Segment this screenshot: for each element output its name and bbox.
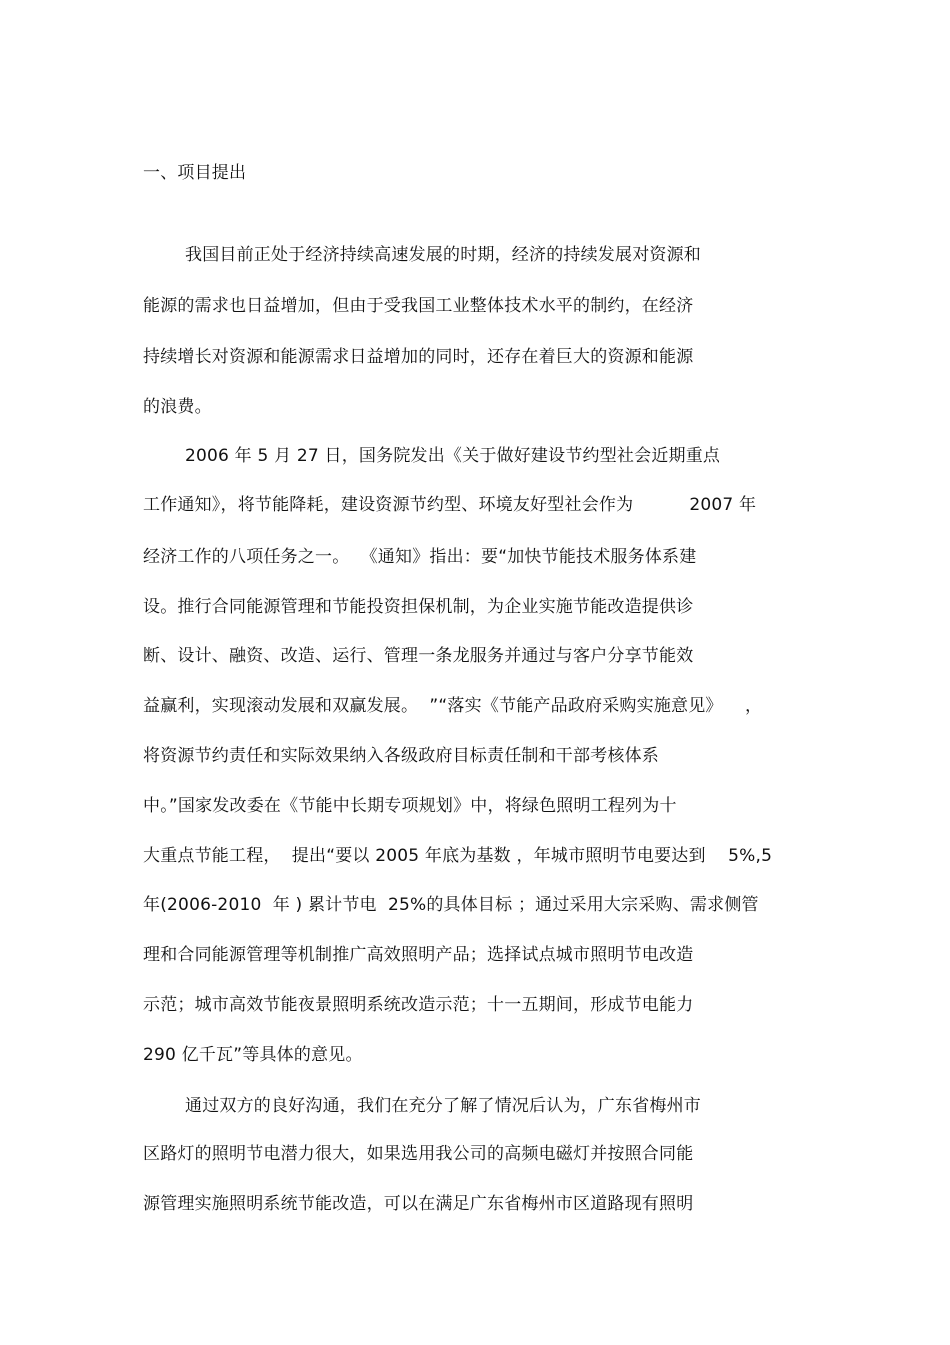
paragraph-line: 大重点节能工程， 提出“要以 2005 年底为基数 ，年城市照明节电要达到 5%,5 (143, 846, 773, 866)
paragraph-line: 工作通知》，将节能降耗，建设资源节约型、环境友好型社会作为 2007 年 (143, 495, 757, 515)
paragraph-line: 年(2006-2010 年 ) 累计节电 25%的具体目标 ；通过采用大宗采购、需求侧管 (143, 895, 759, 915)
paragraph-line: 290 亿千瓦”等具体的意见。 (143, 1045, 363, 1065)
paragraph-line: 能源的需求也日益增加，但由于受我国工业整体技术水平的制约，在经济 (143, 296, 694, 316)
paragraph-line: 经济工作的八项任务之一。 《通知》指出：要“加快节能技术服务体系建 (143, 547, 697, 567)
paragraph-line: 设。推行合同能源管理和节能投资担保机制，为企业实施节能改造提供诊 (143, 597, 694, 617)
paragraph-line: 中。”国家发改委在《节能中长期专项规划》中，将绿色照明工程列为十 (143, 796, 677, 816)
paragraph-line: 持续增长对资源和能源需求日益增加的同时，还存在着巨大的资源和能源 (143, 347, 694, 367)
paragraph-line: 2006 年 5 月 27 日，国务院发出《关于做好建设节约型社会近期重点 (185, 446, 721, 466)
paragraph-line: 断、设计、融资、改造、运行、管理一条龙服务并通过与客户分享节能效 (143, 646, 694, 666)
paragraph-line: 我国目前正处于经济持续高速发展的时期，经济的持续发展对资源和 (185, 245, 701, 265)
paragraph-line: 的浪费。 (143, 397, 212, 417)
paragraph-line: 源管理实施照明系统节能改造，可以在满足广东省梅州市区道路现有照明 (143, 1194, 694, 1214)
paragraph-line: 将资源节约责任和实际效果纳入各级政府目标责任制和干部考核体系 (143, 746, 659, 766)
paragraph-line: 通过双方的良好沟通，我们在充分了解了情况后认为，广东省梅州市 (185, 1096, 701, 1116)
paragraph-line: 理和合同能源管理等机制推广高效照明产品；选择试点城市照明节电改造 (143, 945, 694, 965)
paragraph-line: 区路灯的照明节电潜力很大，如果选用我公司的高频电磁灯并按照合同能 (143, 1144, 694, 1164)
paragraph-line: 益赢利，实现滚动发展和双赢发展。 ”“落实《节能产品政府采购实施意见》 ， (143, 696, 763, 716)
section-heading: 一、项目提出 (143, 163, 247, 183)
paragraph-line: 示范；城市高效节能夜景照明系统改造示范；十一五期间，形成节电能力 (143, 995, 694, 1015)
